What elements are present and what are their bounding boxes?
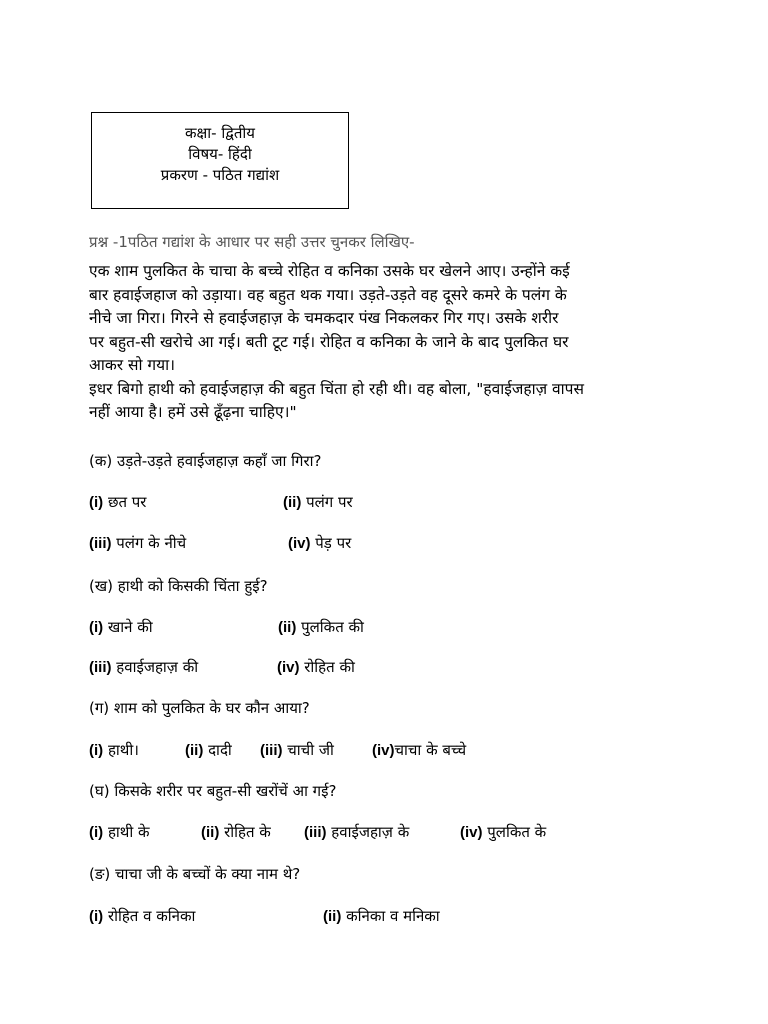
option: (ii) पलंग पर (283, 493, 353, 511)
passage-line: नहीं आया है। हमें उसे ढूँढ़ना चाहिए।" (89, 403, 297, 421)
option: (ii) कनिका व मनिका (323, 907, 440, 925)
class-label: कक्षा- द्वितीय (185, 124, 255, 142)
passage-line: पर बहुत-सी खरोचे आ गई। बती टूट गई। रोहित व कनिका के जाने के बाद पुलकित घर (89, 332, 569, 351)
topic-label: प्रकरण - पठित गद्यांश (160, 166, 280, 184)
options-row (89, 492, 709, 514)
option: (i) रोहित व कनिका (89, 907, 196, 925)
passage-line: इधर बिगो हाथी को हवाईजहाज़ की बहुत चिंता हो रही थी। वह बोला, "हवाईजहाज़ वापस (89, 379, 584, 398)
options-row (89, 533, 709, 555)
option: (iii) हवाईजहाज़ के (304, 823, 410, 841)
option: (ii) दादी (185, 741, 232, 759)
passage-line: एक शाम पुलकित के चाचा के बच्चे रोहित व कनिका उसके घर खेलने आए। उन्होंने कई (89, 262, 570, 280)
question-kha: (ख) हाथी को किसकी चिंता हुई? (89, 577, 268, 595)
option: (i) खाने की (89, 618, 153, 636)
question-nga: (ङ) चाचा जी के बच्चों के क्या नाम थे? (89, 865, 301, 883)
question-prompt: प्रश्न -1पठित गद्यांश के आधार पर सही उत्तर चुनकर लिखिए- (89, 233, 415, 251)
option: (ii) पुलकित की (278, 618, 364, 636)
question-ga: (ग) शाम को पुलकित के घर कौन आया? (89, 699, 310, 717)
option: (iii) पलंग के नीचे (89, 534, 187, 552)
options-row (89, 740, 709, 762)
options-row (89, 906, 709, 928)
options-row (89, 657, 709, 679)
header-box (91, 112, 349, 209)
passage-line: आकर सो गया। (89, 356, 176, 374)
option: (iv) रोहित की (277, 658, 355, 676)
option: (i) हाथी के (89, 823, 150, 841)
option: (iv) पुलकित के (460, 823, 547, 841)
options-row (89, 617, 709, 639)
option: (ii) रोहित के (201, 823, 271, 841)
passage-line: नीचे जा गिरा। गिरने से हवाईजहाज़ के चमकदार पंख निकलकर गिर गए। उसके शरीर (89, 309, 559, 327)
option: (iv)चाचा के बच्चे (372, 741, 467, 759)
question-ka: (क) उड़ते-उड़ते हवाईजहाज़ कहाँ जा गिरा? (89, 452, 322, 470)
options-row (89, 822, 709, 844)
option: (iii) चाची जी (260, 741, 334, 759)
option: (i) हाथी। (89, 741, 139, 759)
passage-line: बार हवाईजहाज को उड़ाया। वह बहुत थक गया। उड़ते-उड़ते वह दूसरे कमरे के पलंग के (89, 285, 567, 304)
subject-label: विषय- हिंदी (188, 145, 252, 163)
option: (iv) पेड़ पर (288, 534, 352, 552)
option: (i) छत पर (89, 493, 147, 511)
passage (89, 260, 689, 425)
option: (iii) हवाईजहाज़ की (89, 658, 199, 676)
question-gha: (घ) किसके शरीर पर बहुत-सी खरोंचें आ गई? (89, 782, 337, 800)
